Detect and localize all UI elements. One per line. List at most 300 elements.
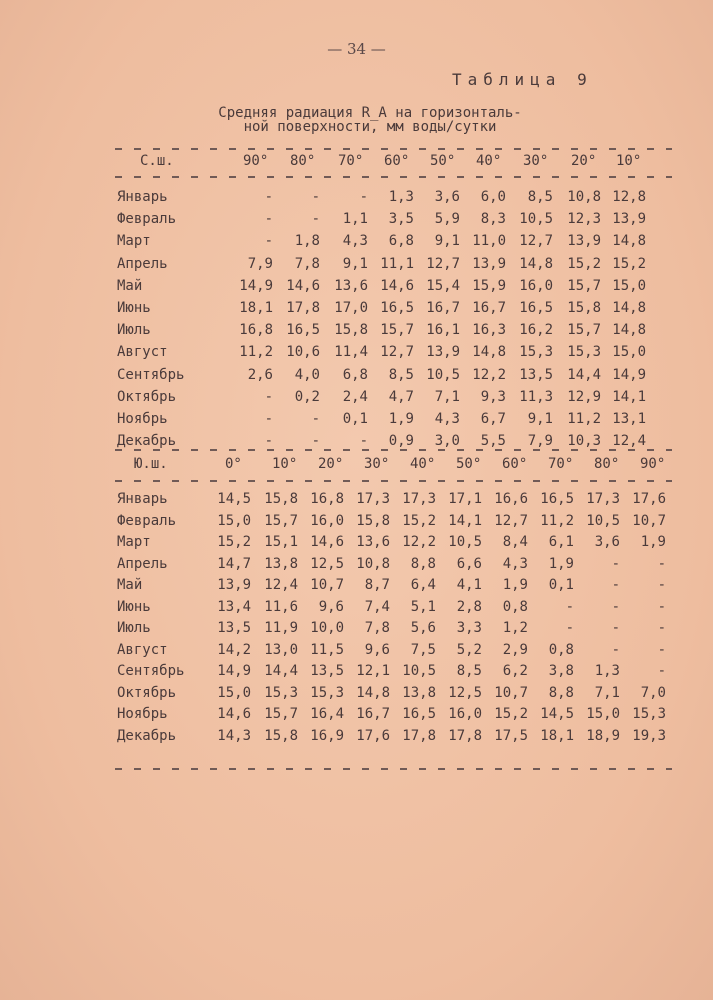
cell-value: 8,3 <box>480 211 506 228</box>
south-column-header: 70° <box>548 456 574 472</box>
cell-value: 0,2 <box>294 388 320 405</box>
table-row <box>0 433 713 455</box>
cell-value: 13,1 <box>612 411 646 427</box>
table-row <box>0 599 713 621</box>
cell-value: 6,8 <box>388 233 414 250</box>
cell-value: 3,8 <box>548 663 574 679</box>
cell-value: 0,8 <box>548 641 574 658</box>
cell-value: 15,8 <box>334 322 368 339</box>
cell-value: 10,8 <box>567 189 601 205</box>
cell-value: 15,2 <box>494 706 528 722</box>
table-row <box>0 411 713 433</box>
cell-value: 7,4 <box>364 598 390 615</box>
cell-value: - <box>311 411 320 427</box>
table-row <box>0 513 713 535</box>
cell-value: 10,5 <box>402 663 436 679</box>
cell-value: 2,9 <box>502 641 528 658</box>
table-row <box>0 556 713 578</box>
cell-value: - <box>359 433 368 450</box>
cell-value: 14,6 <box>286 277 320 294</box>
cell-value: 16,5 <box>540 491 574 507</box>
cell-value: 7,5 <box>410 641 436 658</box>
month-label: Апрель <box>117 555 168 572</box>
cell-value: 16,9 <box>310 727 344 744</box>
page-number: — 34 — <box>327 40 386 58</box>
north-column-header: 50° <box>430 153 456 169</box>
south-column-header: 0° <box>225 456 242 472</box>
cell-value: - <box>565 598 574 615</box>
cell-value: 15,4 <box>426 277 460 294</box>
cell-value: 15,8 <box>264 491 298 507</box>
cell-value: 1,3 <box>388 189 414 205</box>
cell-value: 11,3 <box>519 388 553 405</box>
cell-value: 14,4 <box>264 663 298 679</box>
cell-value: 11,0 <box>472 233 506 250</box>
month-label: Январь <box>117 491 168 507</box>
north-hemisphere-label: С.ш. <box>140 153 174 169</box>
table-row <box>0 728 713 750</box>
cell-value: 2,4 <box>342 388 368 405</box>
cell-value: 11,4 <box>334 344 368 361</box>
cell-value: 14,9 <box>217 663 251 679</box>
cell-value: 9,6 <box>318 598 344 615</box>
cell-value: 4,0 <box>294 366 320 383</box>
cell-value: 17,3 <box>356 491 390 507</box>
cell-value: 15,3 <box>310 684 344 701</box>
cell-value: 7,0 <box>640 684 666 701</box>
cell-value: 10,6 <box>286 344 320 361</box>
cell-value: 4,7 <box>388 388 414 405</box>
table-row <box>0 322 713 344</box>
cell-value: 5,5 <box>480 433 506 450</box>
cell-value: 16,0 <box>519 277 553 294</box>
month-label: Май <box>117 577 143 593</box>
cell-value: 7,8 <box>364 620 390 636</box>
cell-value: 14,2 <box>217 641 251 658</box>
cell-value: 18,1 <box>239 300 273 316</box>
table-row <box>0 663 713 685</box>
cell-value: 15,8 <box>264 727 298 744</box>
cell-value: 13,5 <box>217 620 251 636</box>
cell-value: 16,2 <box>519 322 553 339</box>
cell-value: 11,2 <box>239 344 273 361</box>
north-column-header: 70° <box>338 153 364 169</box>
cell-value: 17,8 <box>286 300 320 316</box>
south-column-header: 60° <box>502 456 528 472</box>
cell-value: 15,1 <box>264 534 298 550</box>
month-label: Июль <box>117 620 151 636</box>
cell-value: 14,8 <box>519 255 553 272</box>
cell-value: 11,6 <box>264 598 298 615</box>
cell-value: 1,1 <box>342 211 368 228</box>
cell-value: 8,8 <box>548 684 574 701</box>
cell-value: 8,5 <box>388 366 414 383</box>
cell-value: 15,7 <box>567 277 601 294</box>
cell-value: 12,9 <box>567 388 601 405</box>
cell-value: 1,9 <box>548 555 574 572</box>
table-row <box>0 189 713 211</box>
cell-value: 13,5 <box>310 663 344 679</box>
cell-value: - <box>264 233 273 250</box>
cell-value: 11,2 <box>540 512 574 529</box>
month-label: Февраль <box>117 512 177 529</box>
table-label: Таблица 9 <box>452 70 593 89</box>
cell-value: 14,1 <box>448 512 482 529</box>
cell-value: 13,4 <box>217 598 251 615</box>
cell-value: 17,6 <box>356 727 390 744</box>
cell-value: 12,7 <box>380 344 414 361</box>
month-label: Май <box>117 277 143 294</box>
cell-value: 18,1 <box>540 727 574 744</box>
cell-value: 9,1 <box>342 255 368 272</box>
cell-value: 12,4 <box>264 577 298 593</box>
south-column-header: 20° <box>318 456 344 472</box>
south-hemisphere-label: Ю.ш. <box>134 456 168 472</box>
table-row <box>0 367 713 389</box>
cell-value: 14,9 <box>239 277 273 294</box>
cell-value: 0,1 <box>342 411 368 427</box>
cell-value: 10,5 <box>448 534 482 550</box>
cell-value: 15,7 <box>264 512 298 529</box>
month-label: Октябрь <box>117 388 177 405</box>
cell-value: 17,8 <box>402 727 436 744</box>
cell-value: 7,1 <box>594 684 620 701</box>
cell-value: 11,2 <box>567 411 601 427</box>
cell-value: 10,5 <box>586 512 620 529</box>
cell-value: 16,1 <box>426 322 460 339</box>
cell-value: 10,8 <box>356 555 390 572</box>
cell-value: 9,6 <box>364 641 390 658</box>
cell-value: 1,3 <box>594 663 620 679</box>
cell-value: 15,0 <box>612 277 646 294</box>
cell-value: - <box>264 433 273 450</box>
cell-value: 12,1 <box>356 663 390 679</box>
cell-value: 10,7 <box>310 577 344 593</box>
table-row <box>0 256 713 278</box>
cell-value: 17,1 <box>448 491 482 507</box>
north-column-header: 40° <box>476 153 502 169</box>
cell-value: 12,5 <box>310 555 344 572</box>
cell-value: - <box>611 577 620 593</box>
north-column-header: 10° <box>616 153 642 169</box>
table-row <box>0 642 713 664</box>
table-row <box>0 233 713 255</box>
cell-value: 9,1 <box>527 411 553 427</box>
cell-value: 16,7 <box>472 300 506 316</box>
table-row <box>0 534 713 556</box>
cell-value: 8,7 <box>364 577 390 593</box>
south-column-header: 50° <box>456 456 482 472</box>
caption-line-1: Средняя радиация R_A на горизонталь- <box>218 105 522 121</box>
cell-value: 13,0 <box>264 641 298 658</box>
cell-value: 14,7 <box>217 555 251 572</box>
south-header <box>0 456 713 476</box>
cell-value: 15,7 <box>380 322 414 339</box>
south-column-header: 90° <box>640 456 666 472</box>
cell-value: 13,9 <box>426 344 460 361</box>
cell-value: - <box>657 641 666 658</box>
cell-value: 10,7 <box>494 684 528 701</box>
cell-value: 9,1 <box>434 233 460 250</box>
cell-value: 16,7 <box>356 706 390 722</box>
cell-value: 16,5 <box>286 322 320 339</box>
cell-value: 8,8 <box>410 555 436 572</box>
cell-value: 12,8 <box>612 189 646 205</box>
cell-value: 6,7 <box>480 411 506 427</box>
cell-value: 16,0 <box>448 706 482 722</box>
cell-value: 14,8 <box>472 344 506 361</box>
north-column-header: 90° <box>243 153 269 169</box>
divider-north-header <box>115 176 672 178</box>
cell-value: 15,3 <box>567 344 601 361</box>
cell-value: 15,3 <box>264 684 298 701</box>
cell-value: 15,2 <box>567 255 601 272</box>
cell-value: 16,5 <box>402 706 436 722</box>
cell-value: 9,3 <box>480 388 506 405</box>
cell-value: 14,3 <box>217 727 251 744</box>
cell-value: 7,9 <box>527 433 553 450</box>
month-label: Декабрь <box>117 727 177 744</box>
cell-value: 12,7 <box>494 512 528 529</box>
cell-value: 16,0 <box>310 512 344 529</box>
cell-value: 16,7 <box>426 300 460 316</box>
cell-value: 15,2 <box>612 255 646 272</box>
cell-value: 5,9 <box>434 211 460 228</box>
month-label: Январь <box>117 189 168 205</box>
cell-value: 15,8 <box>356 512 390 529</box>
cell-value: 1,9 <box>502 577 528 593</box>
cell-value: 6,4 <box>410 577 436 593</box>
cell-value: 5,1 <box>410 598 436 615</box>
north-header <box>0 153 713 173</box>
cell-value: 3,6 <box>434 189 460 205</box>
cell-value: 15,0 <box>586 706 620 722</box>
cell-value: 13,9 <box>217 577 251 593</box>
cell-value: - <box>657 577 666 593</box>
cell-value: 17,3 <box>402 491 436 507</box>
cell-value: 15,7 <box>264 706 298 722</box>
month-label: Июль <box>117 322 151 339</box>
cell-value: 14,6 <box>310 534 344 550</box>
cell-value: - <box>611 641 620 658</box>
cell-value: 13,6 <box>356 534 390 550</box>
cell-value: 7,1 <box>434 388 460 405</box>
cell-value: 10,0 <box>310 620 344 636</box>
cell-value: 3,3 <box>456 620 482 636</box>
divider-south-top <box>115 449 672 451</box>
cell-value: - <box>264 189 273 205</box>
cell-value: 15,0 <box>612 344 646 361</box>
month-label: Февраль <box>117 211 177 228</box>
south-column-header: 30° <box>364 456 390 472</box>
cell-value: 4,3 <box>434 411 460 427</box>
table-row <box>0 577 713 599</box>
table-row <box>0 344 713 366</box>
cell-value: 3,5 <box>388 211 414 228</box>
table-caption <box>160 106 580 134</box>
table-row <box>0 300 713 322</box>
cell-value: 12,4 <box>612 433 646 450</box>
cell-value: - <box>311 189 320 205</box>
cell-value: 15,7 <box>567 322 601 339</box>
cell-value: 12,2 <box>402 534 436 550</box>
cell-value: 7,9 <box>247 255 273 272</box>
divider-bottom <box>115 768 672 770</box>
cell-value: 1,9 <box>640 534 666 550</box>
cell-value: 7,8 <box>294 255 320 272</box>
cell-value: 19,3 <box>632 727 666 744</box>
south-column-header: 80° <box>594 456 620 472</box>
cell-value: 14,6 <box>217 706 251 722</box>
cell-value: 6,8 <box>342 366 368 383</box>
month-label: Апрель <box>117 255 168 272</box>
cell-value: 10,7 <box>632 512 666 529</box>
cell-value: - <box>311 433 320 450</box>
cell-value: 0,8 <box>502 598 528 615</box>
cell-value: 13,8 <box>402 684 436 701</box>
cell-value: 13,8 <box>264 555 298 572</box>
cell-value: 8,4 <box>502 534 528 550</box>
divider-top <box>115 148 672 150</box>
month-label: Июнь <box>117 598 151 615</box>
cell-value: 14,8 <box>356 684 390 701</box>
cell-value: - <box>611 620 620 636</box>
cell-value: 10,5 <box>519 211 553 228</box>
cell-value: 8,5 <box>456 663 482 679</box>
cell-value: 15,0 <box>217 512 251 529</box>
month-label: Ноябрь <box>117 411 168 427</box>
cell-value: 4,3 <box>502 555 528 572</box>
cell-value: 4,3 <box>342 233 368 250</box>
cell-value: 10,5 <box>426 366 460 383</box>
cell-value: 14,5 <box>217 491 251 507</box>
cell-value: 1,9 <box>388 411 414 427</box>
cell-value: 15,0 <box>217 684 251 701</box>
cell-value: 5,6 <box>410 620 436 636</box>
cell-value: 16,4 <box>310 706 344 722</box>
cell-value: 2,8 <box>456 598 482 615</box>
cell-value: 15,3 <box>632 706 666 722</box>
divider-south-header <box>115 480 672 482</box>
cell-value: 6,1 <box>548 534 574 550</box>
cell-value: 15,9 <box>472 277 506 294</box>
cell-value: 12,7 <box>519 233 553 250</box>
cell-value: 14,9 <box>612 366 646 383</box>
cell-value: 17,3 <box>586 491 620 507</box>
north-column-header: 60° <box>384 153 410 169</box>
cell-value: 14,6 <box>380 277 414 294</box>
month-label: Март <box>117 534 151 550</box>
cell-value: 5,2 <box>456 641 482 658</box>
cell-value: 12,2 <box>472 366 506 383</box>
south-column-header: 10° <box>272 456 298 472</box>
cell-value: - <box>565 620 574 636</box>
cell-value: 12,3 <box>567 211 601 228</box>
cell-value: 17,0 <box>334 300 368 316</box>
cell-value: 10,3 <box>567 433 601 450</box>
month-label: Август <box>117 641 168 658</box>
north-column-header: 20° <box>571 153 597 169</box>
cell-value: 14,5 <box>540 706 574 722</box>
cell-value: 17,5 <box>494 727 528 744</box>
south-column-header: 40° <box>410 456 436 472</box>
cell-value: 17,6 <box>632 491 666 507</box>
cell-value: 16,5 <box>519 300 553 316</box>
cell-value: 14,1 <box>612 388 646 405</box>
caption-line-2: ной поверхности, мм воды/сутки <box>243 119 497 135</box>
cell-value: 16,6 <box>494 491 528 507</box>
table-row <box>0 389 713 411</box>
cell-value: - <box>264 388 273 405</box>
cell-value: 11,5 <box>310 641 344 658</box>
cell-value: 12,5 <box>448 684 482 701</box>
cell-value: 12,7 <box>426 255 460 272</box>
cell-value: 16,8 <box>310 491 344 507</box>
cell-value: 6,0 <box>480 189 506 205</box>
cell-value: 11,1 <box>380 255 414 272</box>
table-row <box>0 278 713 300</box>
cell-value: 15,3 <box>519 344 553 361</box>
cell-value: 3,0 <box>434 433 460 450</box>
cell-value: 16,8 <box>239 322 273 339</box>
cell-value: 18,9 <box>586 727 620 744</box>
cell-value: 13,9 <box>612 211 646 228</box>
north-column-header: 30° <box>523 153 549 169</box>
cell-value: 1,2 <box>502 620 528 636</box>
cell-value: 17,8 <box>448 727 482 744</box>
month-label: Июнь <box>117 300 151 316</box>
cell-value: 4,1 <box>456 577 482 593</box>
cell-value: 0,9 <box>388 433 414 450</box>
cell-value: 13,9 <box>472 255 506 272</box>
cell-value: 13,5 <box>519 366 553 383</box>
cell-value: 15,8 <box>567 300 601 316</box>
month-label: Август <box>117 344 168 361</box>
cell-value: 3,6 <box>594 534 620 550</box>
cell-value: - <box>657 555 666 572</box>
cell-value: 15,2 <box>217 534 251 550</box>
month-label: Сентябрь <box>117 663 185 679</box>
cell-value: - <box>264 411 273 427</box>
cell-value: - <box>611 598 620 615</box>
cell-value: 16,5 <box>380 300 414 316</box>
cell-value: - <box>657 620 666 636</box>
cell-value: - <box>311 211 320 228</box>
cell-value: 14,4 <box>567 366 601 383</box>
month-label: Декабрь <box>117 433 177 450</box>
cell-value: 14,8 <box>612 322 646 339</box>
cell-value: 14,8 <box>612 300 646 316</box>
cell-value: - <box>264 211 273 228</box>
month-label: Октябрь <box>117 684 177 701</box>
cell-value: 2,6 <box>247 366 273 383</box>
month-label: Ноябрь <box>117 706 168 722</box>
cell-value: 1,8 <box>294 233 320 250</box>
cell-value: - <box>657 663 666 679</box>
cell-value: 11,9 <box>264 620 298 636</box>
cell-value: 0,1 <box>548 577 574 593</box>
table-row <box>0 706 713 728</box>
cell-value: 14,8 <box>612 233 646 250</box>
cell-value: - <box>611 555 620 572</box>
cell-value: 13,9 <box>567 233 601 250</box>
table-row <box>0 211 713 233</box>
cell-value: - <box>359 189 368 205</box>
table-row <box>0 491 713 513</box>
cell-value: - <box>657 598 666 615</box>
north-column-header: 80° <box>290 153 316 169</box>
month-label: Сентябрь <box>117 366 185 383</box>
